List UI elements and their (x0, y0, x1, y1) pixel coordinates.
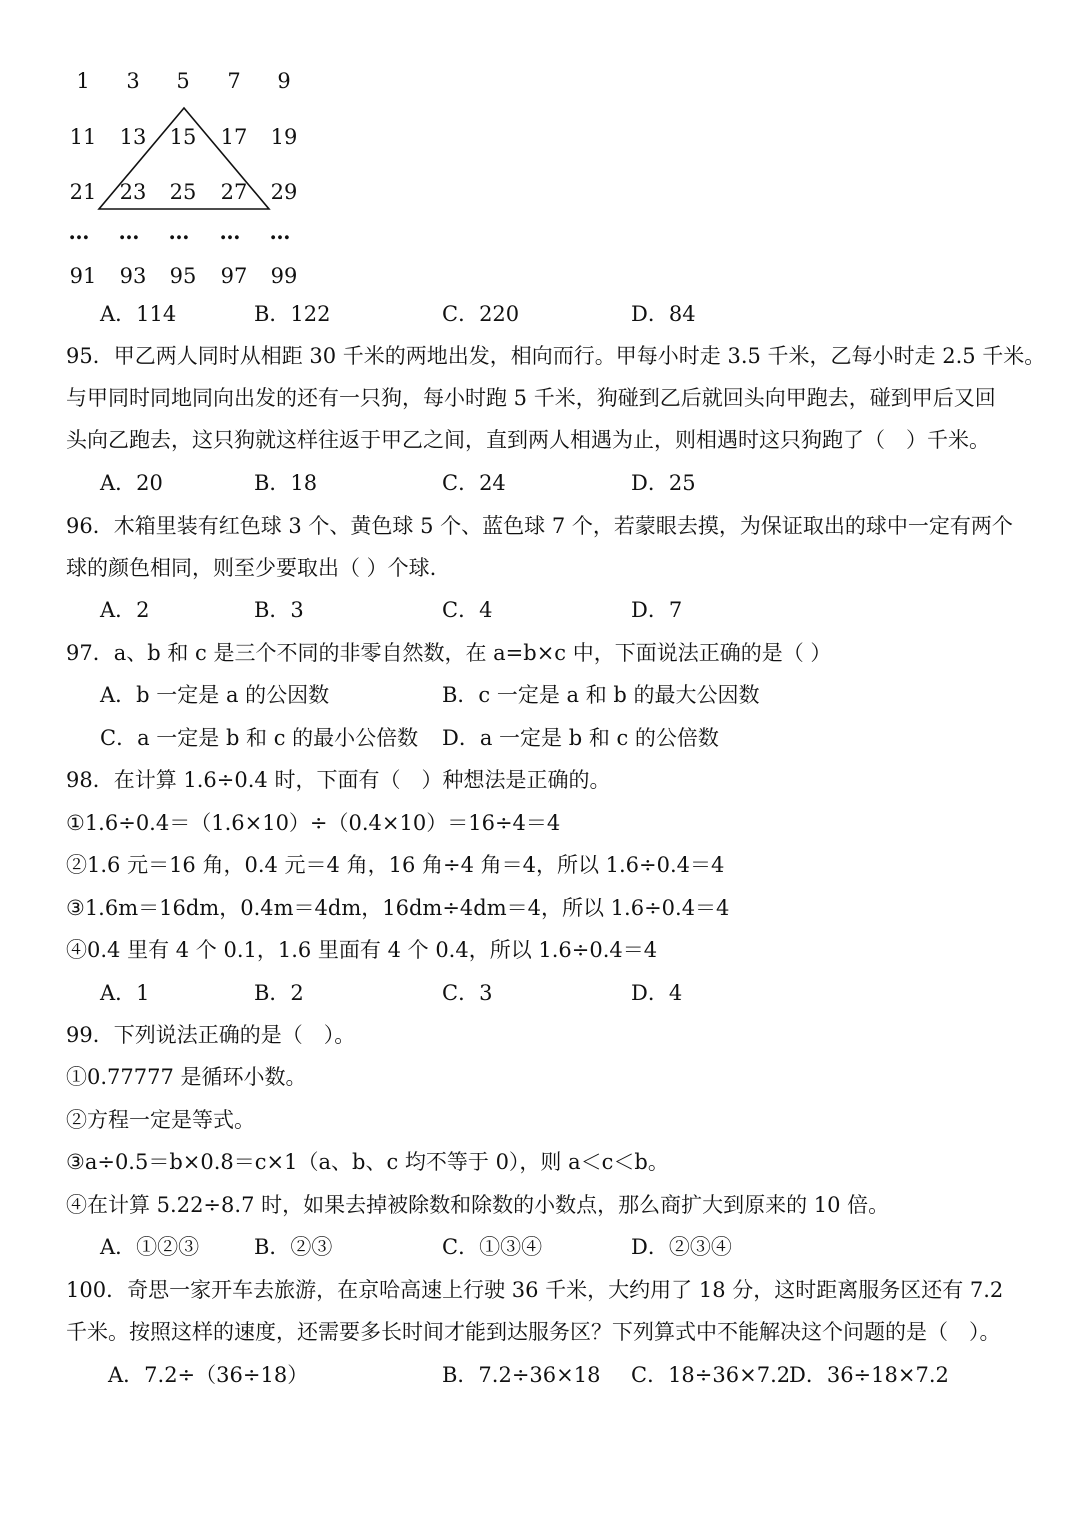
q95-text-line: 与甲同时同地同向出发的还有一只狗，每小时跑 5 千米，狗碰到乙后就回头向甲跑去，碰到甲后又回 (66, 386, 996, 410)
grid-number: 19 (270, 125, 298, 149)
q94-option-a: A．114 (100, 302, 177, 326)
q98-option-d: D．4 (631, 981, 683, 1005)
grid-number: 97 (220, 264, 248, 288)
grid-ellipsis: … (219, 219, 241, 244)
grid-number: 29 (270, 180, 298, 204)
q100-option-b: B．7.2÷36×18 (442, 1363, 601, 1387)
grid-ellipsis: … (168, 219, 190, 244)
q94-option-c: C．220 (442, 302, 520, 326)
q96-text-line: 球的颜色相同，则至少要取出（ ）个球. (66, 556, 437, 580)
q99-option-b: B．②③ (254, 1235, 333, 1259)
q100-text-line: 千米。按照这样的速度，还需要多长时间才能到达服务区？下列算式中不能解决这个问题的是（ ）。 (66, 1320, 1001, 1344)
grid-number: 7 (227, 69, 241, 93)
q98-statement: ③1.6m＝16dm，0.4m＝4dm，16dm÷4dm＝4，所以 1.6÷0.4＝4 (66, 896, 730, 920)
q98-statement: ④0.4 里有 4 个 0.1，1.6 里面有 4 个 0.4，所以 1.6÷0.4＝4 (66, 938, 658, 962)
q96-option-a: A．2 (100, 598, 150, 622)
q99-option-d: D．②③④ (631, 1235, 732, 1259)
grid-ellipsis: … (269, 219, 291, 244)
q96-option-c: C．4 (442, 598, 493, 622)
q97-option-c: C．a 一定是 b 和 c 的最小公倍数 (100, 726, 419, 750)
q98-statement: ②1.6 元＝16 角，0.4 元＝4 角，16 角÷4 角＝4，所以 1.6÷0.4＝4 (66, 853, 725, 877)
grid-number: 5 (176, 69, 190, 93)
grid-number: 13 (119, 125, 147, 149)
grid-number: 3 (126, 69, 140, 93)
q95-text-line: 95．甲乙两人同时从相距 30 千米的两地出发，相向而行。甲每小时走 3.5 千米，乙每小时走 2.5 千米。 (66, 344, 1046, 368)
grid-number: 17 (220, 125, 248, 149)
q98-option-c: C．3 (442, 981, 493, 1005)
q97-option-d: D．a 一定是 b 和 c 的公倍数 (442, 726, 719, 750)
grid-number: 99 (270, 264, 298, 288)
q99-option-c: C．①③④ (442, 1235, 543, 1259)
grid-number: 15 (169, 125, 197, 149)
grid-number: 9 (277, 69, 291, 93)
q97-option-a: A．b 一定是 a 的公因数 (100, 683, 330, 707)
q100-option-c: C．18÷36×7.2 (631, 1363, 791, 1387)
q98-option-b: B．2 (254, 981, 304, 1005)
q99-statement: ④在计算 5.22÷8.7 时，如果去掉被除数和除数的小数点，那么商扩大到原来的 10 倍。 (66, 1193, 890, 1217)
q100-text-line: 100．奇思一家开车去旅游，在京哈高速上行驶 36 千米，大约用了 18 分，这时距离服务区还有 7.2 (66, 1278, 1004, 1302)
grid-number: 93 (119, 264, 147, 288)
q96-text-line: 96．木箱里装有红色球 3 个、黄色球 5 个、蓝色球 7 个，若蒙眼去摸，为保证取出的球中一定有两个 (66, 514, 1013, 538)
q100-option-d: D．36÷18×7.2 (789, 1363, 949, 1387)
q98-option-a: A．1 (100, 981, 150, 1005)
grid-number: 27 (220, 180, 248, 204)
q94-option-d: D．84 (631, 302, 696, 326)
q95-text-line: 头向乙跑去，这只狗就这样往返于甲乙之间，直到两人相遇为止，则相遇时这只狗跑了（ ）千米。 (66, 428, 990, 452)
grid-number: 95 (169, 264, 197, 288)
grid-ellipsis: … (68, 219, 90, 244)
grid-number: 1 (76, 69, 90, 93)
q99-statement: ③a÷0.5＝b×0.8＝c×1（a、b、c 均不等于 0），则 a＜c＜b。 (66, 1150, 669, 1174)
q95-option-a: A．20 (100, 471, 163, 495)
q100-option-a: A．7.2÷（36÷18） (108, 1363, 309, 1387)
grid-number: 91 (69, 264, 97, 288)
q94-option-b: B．122 (254, 302, 331, 326)
q99-statement: ①0.77777 是循环小数。 (66, 1065, 307, 1089)
q96-option-d: D．7 (631, 598, 683, 622)
q95-option-c: C．24 (442, 471, 506, 495)
grid-number: 23 (119, 180, 147, 204)
q97-text-line: 97．a、b 和 c 是三个不同的非零自然数，在 a=b×c 中，下面说法正确的是（ ） (66, 641, 832, 665)
grid-number: 25 (169, 180, 197, 204)
q97-option-b: B．c 一定是 a 和 b 的最大公因数 (442, 683, 760, 707)
triangle-frame (0, 0, 320, 230)
q98-statement: ①1.6÷0.4＝（1.6×10）÷（0.4×10）＝16÷4＝4 (66, 811, 561, 835)
q99-option-a: A．①②③ (100, 1235, 200, 1259)
q99-statement: ②方程一定是等式。 (66, 1108, 255, 1132)
q99-text-line: 99．下列说法正确的是（ ）。 (66, 1023, 356, 1047)
q96-option-b: B．3 (254, 598, 304, 622)
q95-option-d: D．25 (631, 471, 696, 495)
q95-option-b: B．18 (254, 471, 318, 495)
grid-ellipsis: … (118, 219, 140, 244)
q98-text-line: 98．在计算 1.6÷0.4 时，下面有（ ）种想法是正确的。 (66, 768, 611, 792)
grid-number: 11 (69, 125, 97, 149)
grid-number: 21 (69, 180, 97, 204)
